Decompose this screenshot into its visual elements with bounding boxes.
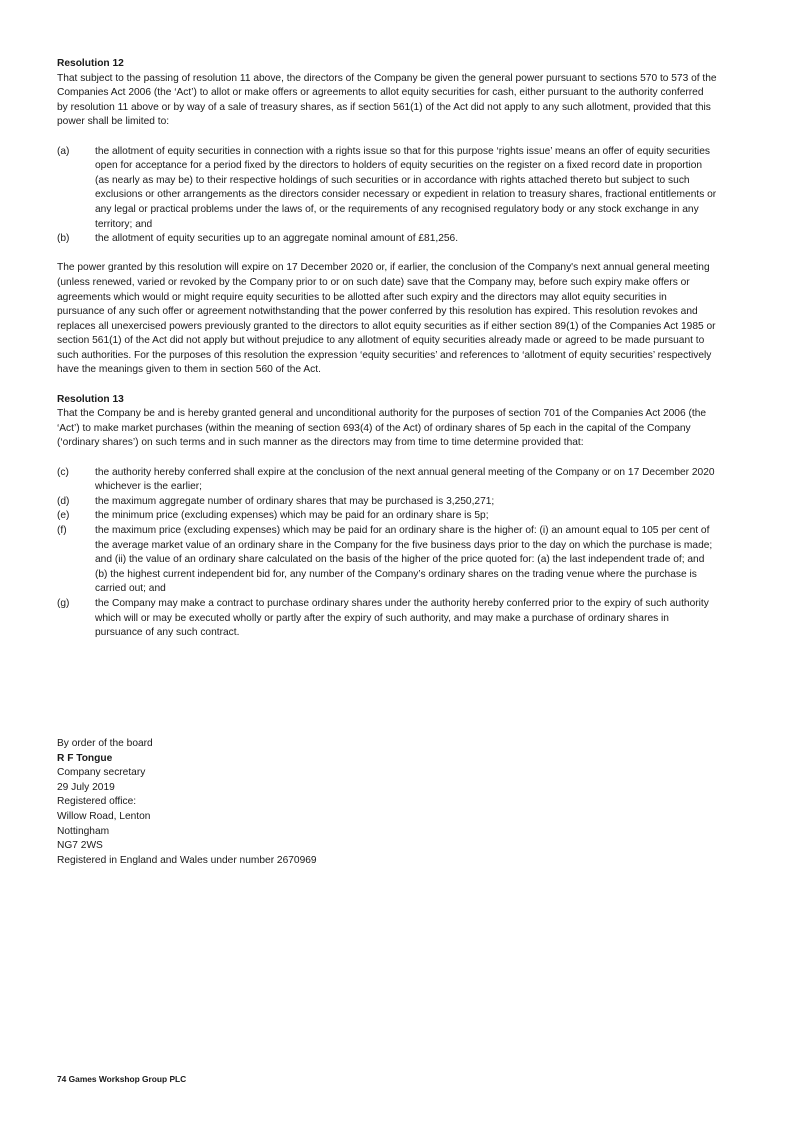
resolution-13-list <box>57 466 717 641</box>
list-item <box>57 524 717 597</box>
list-item <box>57 495 717 510</box>
list-marker: (g) <box>57 597 70 609</box>
list-marker: (d) <box>57 495 70 507</box>
resolution-13-intro: That the Company be and is hereby granted general and unconditional authority for the purposes of section 701 of the Companies Act 2006 (the ‘Act’) to make market purchases (within the meaning of section 693(4) of the Act) of ordinary shares of 5p each in the capital of the Company (‘ordinary shares’) on such terms and in such manner as the directors may from time to time determine provided that: <box>57 408 707 449</box>
resolution-13-heading: Resolution 13 <box>57 393 124 405</box>
list-text: the allotment of equity securities up to an aggregate nominal amount of £81,256. <box>95 233 459 245</box>
postcode: NG7 2WS <box>57 840 103 852</box>
secretary-role: Company secretary <box>57 767 146 779</box>
list-marker: (a) <box>57 145 70 157</box>
resolution-12-intro: That subject to the passing of resolution 11 above, the directors of the Company be given the general power pursuant to sections 570 to 573 of the Companies Act 2006 (the ‘Act’) to allot or make offers or agreements to allot equity securities for cash, either pursuant to the authority conferred by resolution 11 above or by way of a sale of treasury shares, as if section 561(1) of the Act did not apply to any such allotment, provided that this power shall be limited to: <box>57 72 717 128</box>
resolution-12-heading: Resolution 12 <box>57 58 124 69</box>
resolution-12-closing: The power granted by this resolution will expire on 17 December 2020 or, if earlier, the conclusion of the Company's next annual general meeting (unless renewed, varied or revoked by the Company prior to or on such date) save that the Company may, before such expiry make offers or agreements which would or might require equity securities to be allotted after such expiry and the directors may allot equity securities in pursuance of any such offer or agreement notwithstanding that the power conferred by this resolution has expired. This resolution revokes and replaces all unexercised powers previously granted to the directors to allot equity securities as if either section 89(1) of the Companies Act 1985 or section 561(1) of the Act did not apply but without prejudice to any allotment of equity securities already made or agreed to be made pursuant to such authorities. For the purposes of this resolution the expression ‘equity securities’ and references to ‘allotment of equity securities’ respectively have the meanings given to them in section 560 of the Act. <box>57 262 716 376</box>
document-body <box>57 57 717 641</box>
registered-office-label: Registered office: <box>57 796 137 808</box>
list-text: the Company may make a contract to purchase ordinary shares under the authority hereby conferred prior to the expiry of such authority which will or may be executed wholly or partly after the expiry of such authority, and may make a purchase of ordinary shares in pursuance of any such contract. <box>95 597 709 639</box>
list-marker: (c) <box>57 466 69 478</box>
list-text: the maximum aggregate number of ordinary shares that may be purchased is 3,250,271; <box>95 495 495 507</box>
list-text: the allotment of equity securities in connection with a rights issue so that for this purpose ‘rights issue’ means an offer of equity securities open for acceptance for a period fixed by the directors to holders of equity securities on the register on a fixed record date in proportion (as nearly as may be) to their respective holdings of such securities or in accordance with rights attached thereto but subject to such exclusions or other arrangements as the directors consider necessary or expedient in relation to treasury shares, fractional entitlements or any legal or practical problems under the laws of, or the requirements of any recognised regulatory body or any stock exchange in any territory; and <box>95 145 717 230</box>
page-footer: 74 Games Workshop Group PLC <box>57 1074 187 1084</box>
secretary-name: R F Tongue <box>57 752 113 764</box>
signature-date: 29 July 2019 <box>57 781 115 793</box>
list-marker: (e) <box>57 510 70 522</box>
by-order-line: By order of the board <box>57 738 153 749</box>
resolution-13 <box>57 393 717 641</box>
list-item <box>57 509 717 524</box>
signature-block <box>57 737 317 868</box>
list-item <box>57 466 717 495</box>
list-item <box>57 145 717 233</box>
list-text: the minimum price (excluding expenses) which may be paid for an ordinary share is 5p; <box>95 510 489 522</box>
registration-number: Registered in England and Wales under number 2670969 <box>57 854 317 866</box>
list-item <box>57 597 717 641</box>
resolution-12 <box>57 57 717 378</box>
list-marker: (b) <box>57 233 70 245</box>
list-marker: (f) <box>57 525 67 536</box>
list-text: the authority hereby conferred shall expire at the conclusion of the next annual general meeting of the Company or on 17 December 2020 whichever is the earlier; <box>95 466 715 493</box>
list-item <box>57 232 717 247</box>
list-text: the maximum price (excluding expenses) which may be paid for an ordinary share is the higher of: (i) an amount equal to 105 per cent of the average market value of an ordinary share in the Company for the five business days prior to the day on which the purchase is made; and (ii) the value of an ordinary share calculated on the basis of the higher of the price quoted for: (a) the last independent trade of; and (b) the highest current independent bid for, any number of the Company’s ordinary shares on the trading venue where the purchase is carried out; and <box>95 525 713 595</box>
address-line-1: Willow Road, Lenton <box>57 810 151 822</box>
address-line-2: Nottingham <box>57 825 110 837</box>
resolution-12-list <box>57 145 717 247</box>
